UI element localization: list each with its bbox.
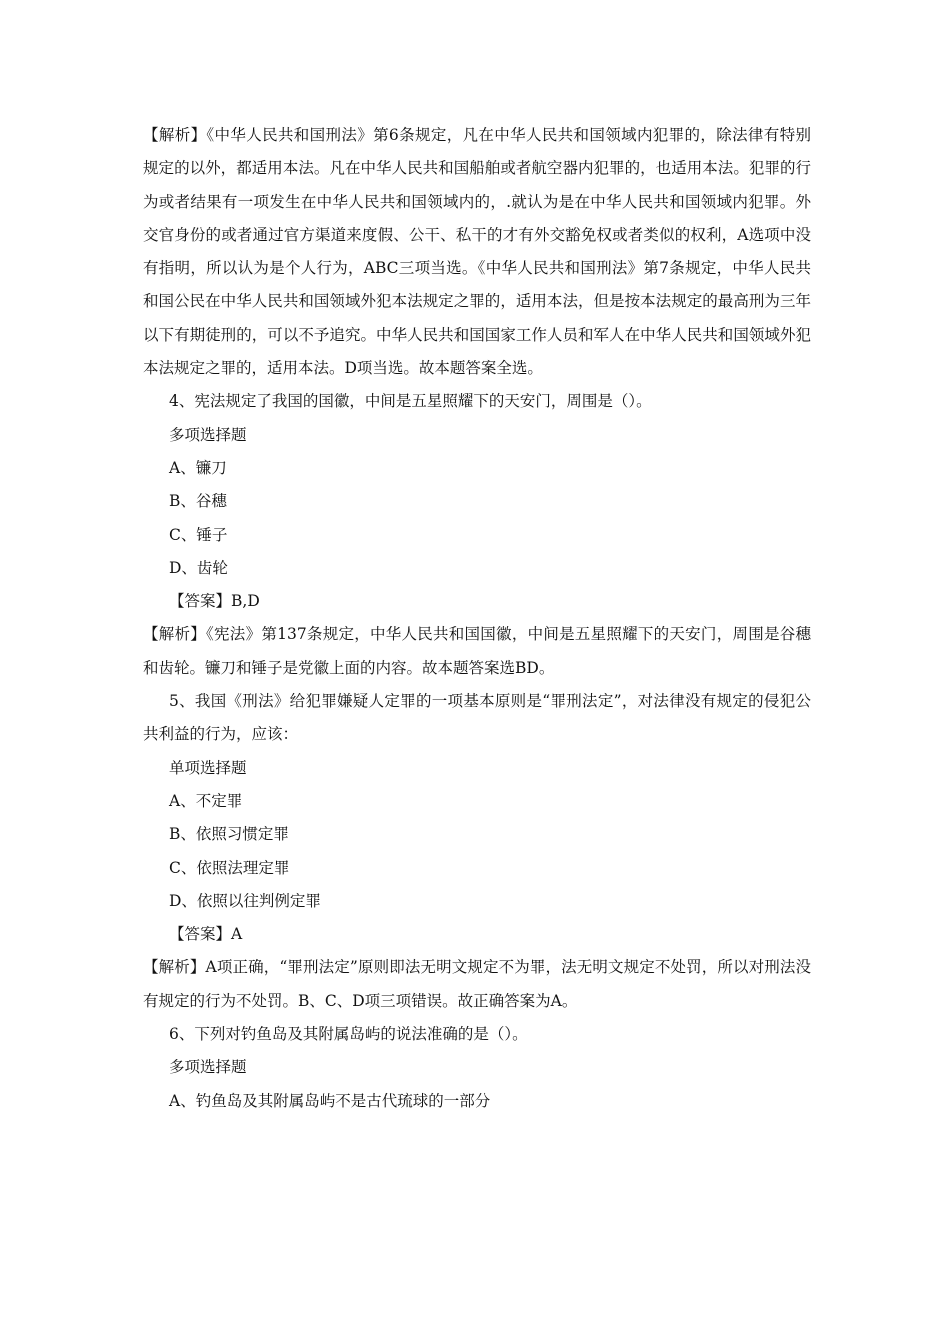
question-5-option-d: D、依照以往判例定罪 — [169, 891, 321, 910]
question-5-stem: 5、我国《刑法》给犯罪嫌疑人定罪的一项基本原则是“罪刑法定”，对法律没有规定的侵犯公共利益的行为，应该： — [143, 692, 811, 744]
question-5-type: 单项选择题 — [169, 758, 247, 777]
question-4-analysis: 【解析】《宪法》第137条规定，中华人民共和国国徽，中间是五星照耀下的天安门，周围是谷穗和齿轮。镰刀和锤子是党徽上面的内容。故本题答案选BD。 — [143, 625, 811, 677]
question-6-stem: 6、下列对钓鱼岛及其附属岛屿的说法准确的是（）。 — [169, 1025, 528, 1044]
question-4-type: 多项选择题 — [169, 425, 247, 444]
question-5-analysis: 【解析】A项正确，“罪刑法定”原则即法无明文规定不为罪，法无明文规定不处罚，所以对刑法没有规定的行为不处罚。B、C、D项三项错误。故正确答案为A。 — [143, 958, 811, 1010]
question-4-option-b: B、谷穗 — [169, 492, 227, 511]
question-6-option-a: A、钓鱼岛及其附属岛屿不是古代琉球的一部分 — [169, 1091, 491, 1110]
document-body — [143, 119, 811, 1118]
question-6-type: 多项选择题 — [169, 1058, 247, 1077]
question-5-option-a: A、不定罪 — [169, 791, 243, 810]
analysis-q3-paragraph: 【解析】《中华人民共和国刑法》第6条规定，凡在中华人民共和国领域内犯罪的，除法律有特别规定的以外，都适用本法。凡在中华人民共和国船舶或者航空器内犯罪的，也适用本法。犯罪的行为或者结果有一项发生在中华人民共和国领域内的，.就认为是在中华人民共和国领域内犯罪。外交官身份的或者通过官方渠道来度假、公干、私干的才有外交豁免权或者类似的权利，A选项中没有指明，所以认为是个人行为，ABC三项当选。《中华人民共和国刑法》第7条规定，中华人民共和国公民在中华人民共和国领域外犯本法规定之罪的，适用本法，但是按本法规定的最高刑为三年以下有期徒刑的，可以不予追究。中华人民共和国国家工作人员和军人在中华人民共和国领域外犯本法规定之罪的，适用本法。D项当选。故本题答案全选。 — [143, 126, 811, 378]
question-4-stem: 4、宪法规定了我国的国徽，中间是五星照耀下的天安门，周围是（）。 — [169, 392, 652, 411]
question-5-option-c: C、依照法理定罪 — [169, 858, 290, 877]
question-4-option-c: C、锤子 — [169, 525, 228, 544]
question-5-option-b: B、依照习惯定罪 — [169, 825, 289, 844]
question-4-answer: 【答案】B,D — [169, 592, 260, 611]
question-4-option-d: D、齿轮 — [169, 558, 228, 577]
question-4-option-a: A、镰刀 — [169, 458, 227, 477]
question-5-answer: 【答案】A — [169, 925, 243, 944]
